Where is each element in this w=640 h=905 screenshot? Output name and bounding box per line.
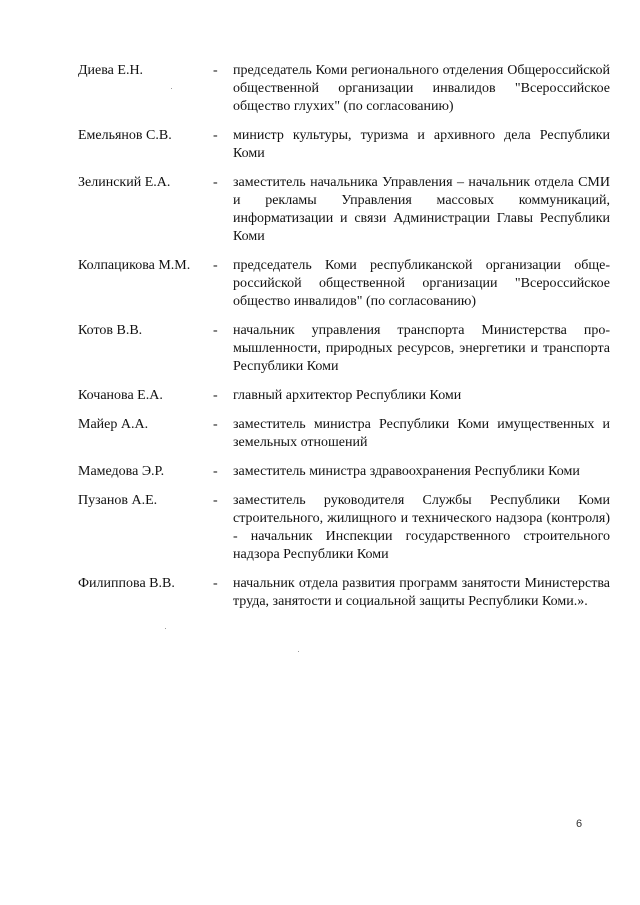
list-item: [78, 492, 610, 564]
member-name: Емельянов С.В.: [78, 128, 172, 143]
member-name: Филиппова В.В.: [78, 576, 175, 591]
separator-dash: -: [213, 323, 218, 338]
member-role: начальник управления транспорта Министерства промышленности, природных ресурсов, энергетики и транспорта Республики Коми: [233, 323, 610, 374]
member-name: Котов В.В.: [78, 323, 143, 338]
member-role: заместитель министра здравоохранения Республики Коми: [233, 464, 580, 479]
list-item: [78, 127, 610, 163]
separator-dash: -: [213, 388, 218, 403]
separator-dash: -: [213, 417, 218, 432]
page-number: 6: [576, 818, 583, 830]
member-role: начальник отдела развития программ занятости Министерства труда, занятости и социальной защиты Республики Коми.».: [233, 576, 610, 609]
member-role: заместитель начальника Управления – начальник отдела СМИ и рекламы Управления массовых коммуникаций, информатизации и связи Администрации Главы Республики Коми: [233, 175, 610, 244]
list-item: [78, 575, 610, 611]
member-role: главный архитектор Республики Коми: [233, 388, 462, 403]
member-role: председатель Коми республиканской организации общероссийской общественной организации "Всероссийское общество инвалидов" (по согласованию): [233, 258, 610, 309]
separator-dash: -: [213, 175, 218, 190]
member-role: министр культуры, туризма и архивного дела Республики Коми: [233, 128, 610, 161]
separator-dash: -: [213, 464, 218, 479]
scan-speck: [165, 628, 166, 629]
scan-speck: [298, 651, 299, 652]
member-name: Диева Е.Н.: [78, 63, 144, 78]
list-item: [78, 322, 610, 376]
separator-dash: -: [213, 63, 218, 78]
separator-dash: -: [213, 493, 218, 508]
list-item: [78, 416, 610, 452]
separator-dash: -: [213, 128, 218, 143]
list-item: [78, 387, 610, 405]
member-name: Зелинский Е.А.: [78, 175, 171, 190]
list-item: [78, 257, 610, 311]
list-item: [78, 174, 610, 246]
separator-dash: -: [213, 258, 218, 273]
scan-speck: [171, 88, 172, 89]
member-name: Колпацикова М.М.: [78, 258, 191, 273]
member-name: Майер А.А.: [78, 417, 149, 432]
member-name: Кочанова Е.А.: [78, 388, 163, 403]
member-role: заместитель министра Республики Коми имущественных и земельных отношений: [233, 417, 610, 450]
member-name: Пузанов А.Е.: [78, 493, 158, 508]
member-role: заместитель руководителя Службы Республики Коми строительного, жилищного и технического надзора (контроля) - начальник Инспекции государственного строительного надзора Республики Коми: [233, 493, 610, 562]
separator-dash: -: [213, 576, 218, 591]
list-item: [78, 62, 610, 116]
members-list: [78, 62, 610, 622]
member-name: Мамедова Э.Р.: [78, 464, 165, 479]
list-item: [78, 463, 610, 481]
member-role: председатель Коми регионального отделения Общероссийской общественной организации инвалидов "Всероссийское общество глухих" (по согласованию): [233, 63, 610, 114]
